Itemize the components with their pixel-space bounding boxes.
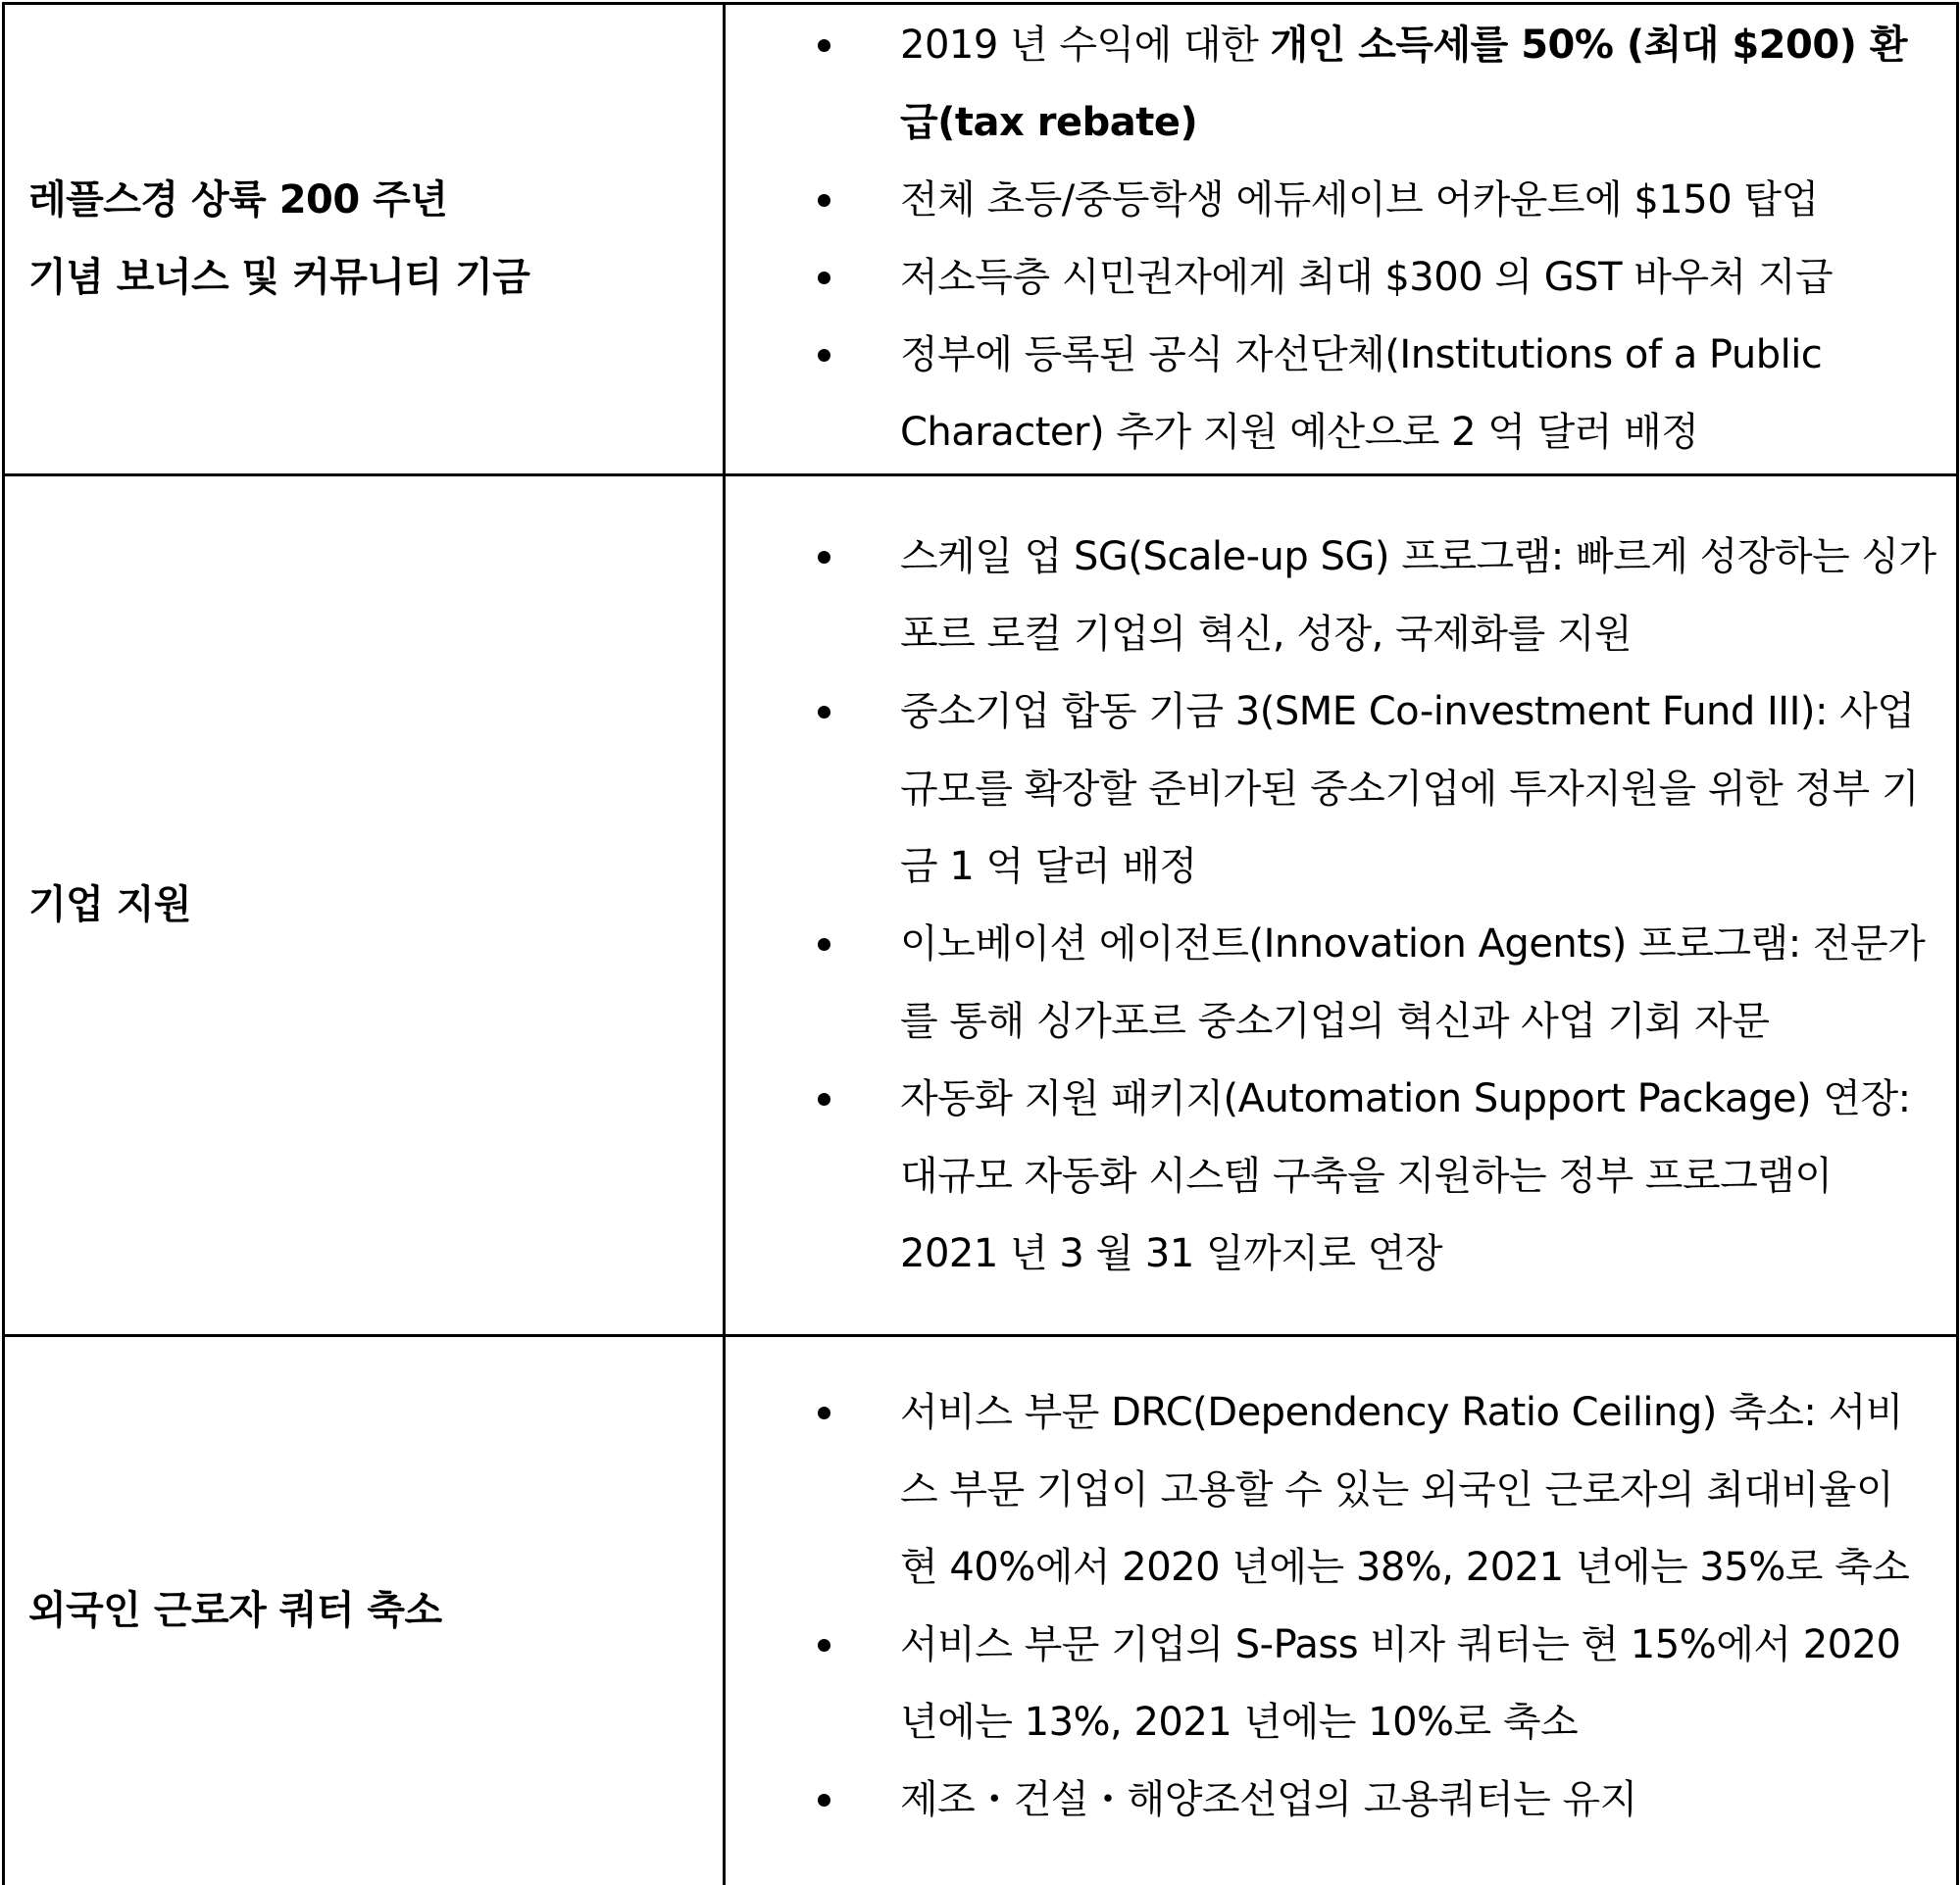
bullet-icon <box>818 1407 830 1419</box>
list-item <box>726 317 1956 471</box>
bullet-icon <box>818 349 830 362</box>
list-item <box>726 906 1956 1061</box>
bullet-list <box>726 519 1956 1293</box>
bullet-icon <box>818 551 830 564</box>
bullet-text: 제조・건설・해양조선업의 고용쿼터는 유지 <box>900 1777 1637 1823</box>
row-label-cell <box>4 1336 725 1885</box>
bullet-text: 스케일 업 SG(Scale-up SG) 프로그램: 빠르게 성장하는 싱가포르 로컬 기업의 혁신, 성장, 국제화를 지원 <box>900 533 1936 657</box>
bullet-text: 중소기업 합동 기금 3(SME Co-investment Fund III): 사업 규모를 확장할 준비가된 중소기업에 투자지원을 위한 정부 기금 1 억 달러 배정 <box>900 688 1920 889</box>
bullet-list <box>726 1374 1956 1847</box>
bullet-icon <box>818 194 830 207</box>
table-row <box>4 1336 1958 1885</box>
list-item <box>726 1607 1956 1761</box>
bullet-text: 이노베이션 에이전트(Innovation Agents) 프로그램: 전문가를 통해 싱가포르 중소기업의 혁신과 사업 기회 자문 <box>900 920 1926 1044</box>
row-label-cell <box>4 475 725 1336</box>
row-label-cell <box>4 4 725 475</box>
list-item <box>726 1761 1956 1839</box>
row-label: 레플스경 상륙 200 주년 기념 보너스 및 커뮤니티 기금 <box>28 177 530 300</box>
table-row <box>4 4 1958 475</box>
list-item <box>726 1374 1956 1607</box>
row-label: 외국인 근로자 쿼터 축소 <box>28 1587 442 1633</box>
bullet-icon <box>818 1093 830 1106</box>
bullet-list <box>726 7 1956 471</box>
bullet-icon <box>818 1639 830 1652</box>
bullet-text: 정부에 등록된 공식 자선단체(Institutions of a Public Character) 추가 지원 예산으로 2 억 달러 배정 <box>900 332 1823 455</box>
bullet-text: 저소득층 시민권자에게 최대 $300 의 GST 바우처 지급 <box>900 255 1834 300</box>
bullet-text: 전체 초등/중등학생 에듀세이브 어카운트에 $150 탑업 <box>900 177 1819 223</box>
bullet-text-pre: 2019 년 수익에 대한 <box>900 23 1271 68</box>
bullet-icon <box>818 706 830 719</box>
list-item <box>726 7 1956 162</box>
row-label: 기업 지원 <box>28 882 191 927</box>
bullet-icon <box>818 1794 830 1807</box>
bullet-text: 서비스 부문 기업의 S-Pass 비자 쿼터는 현 15%에서 2020 년에는 13%, 2021 년에는 10%로 축소 <box>900 1622 1901 1746</box>
row-content-cell <box>725 4 1958 475</box>
bullet-icon <box>818 938 830 951</box>
bullet-icon <box>818 272 830 284</box>
bullet-text: 자동화 지원 패키지(Automation Support Package) 연장: 대규모 자동화 시스템 구축을 지원하는 정부 프로그램이 2021 년 3 월 31 일까지로 연장 <box>900 1075 1911 1276</box>
list-item <box>726 673 1956 906</box>
row-content-cell <box>725 475 1958 1336</box>
table-row <box>4 475 1958 1336</box>
list-item <box>726 239 1956 317</box>
bullet-text-bold: 개인 소득세를 50% (최대 $200) 환급(tax rebate) <box>900 23 1908 145</box>
bullet-icon <box>818 39 830 52</box>
list-item <box>726 162 1956 239</box>
bullet-text: 서비스 부문 DRC(Dependency Ratio Ceiling) 축소: 서비스 부문 기업이 고용할 수 있는 외국인 근로자의 최대비율이 현 40%에서 2020 년에는 38%, 2021 년에는 35%로 축소 <box>900 1390 1910 1591</box>
list-item <box>726 1061 1956 1293</box>
row-content-cell <box>725 1336 1958 1885</box>
list-item <box>726 519 1956 673</box>
policy-table <box>2 2 1959 1885</box>
